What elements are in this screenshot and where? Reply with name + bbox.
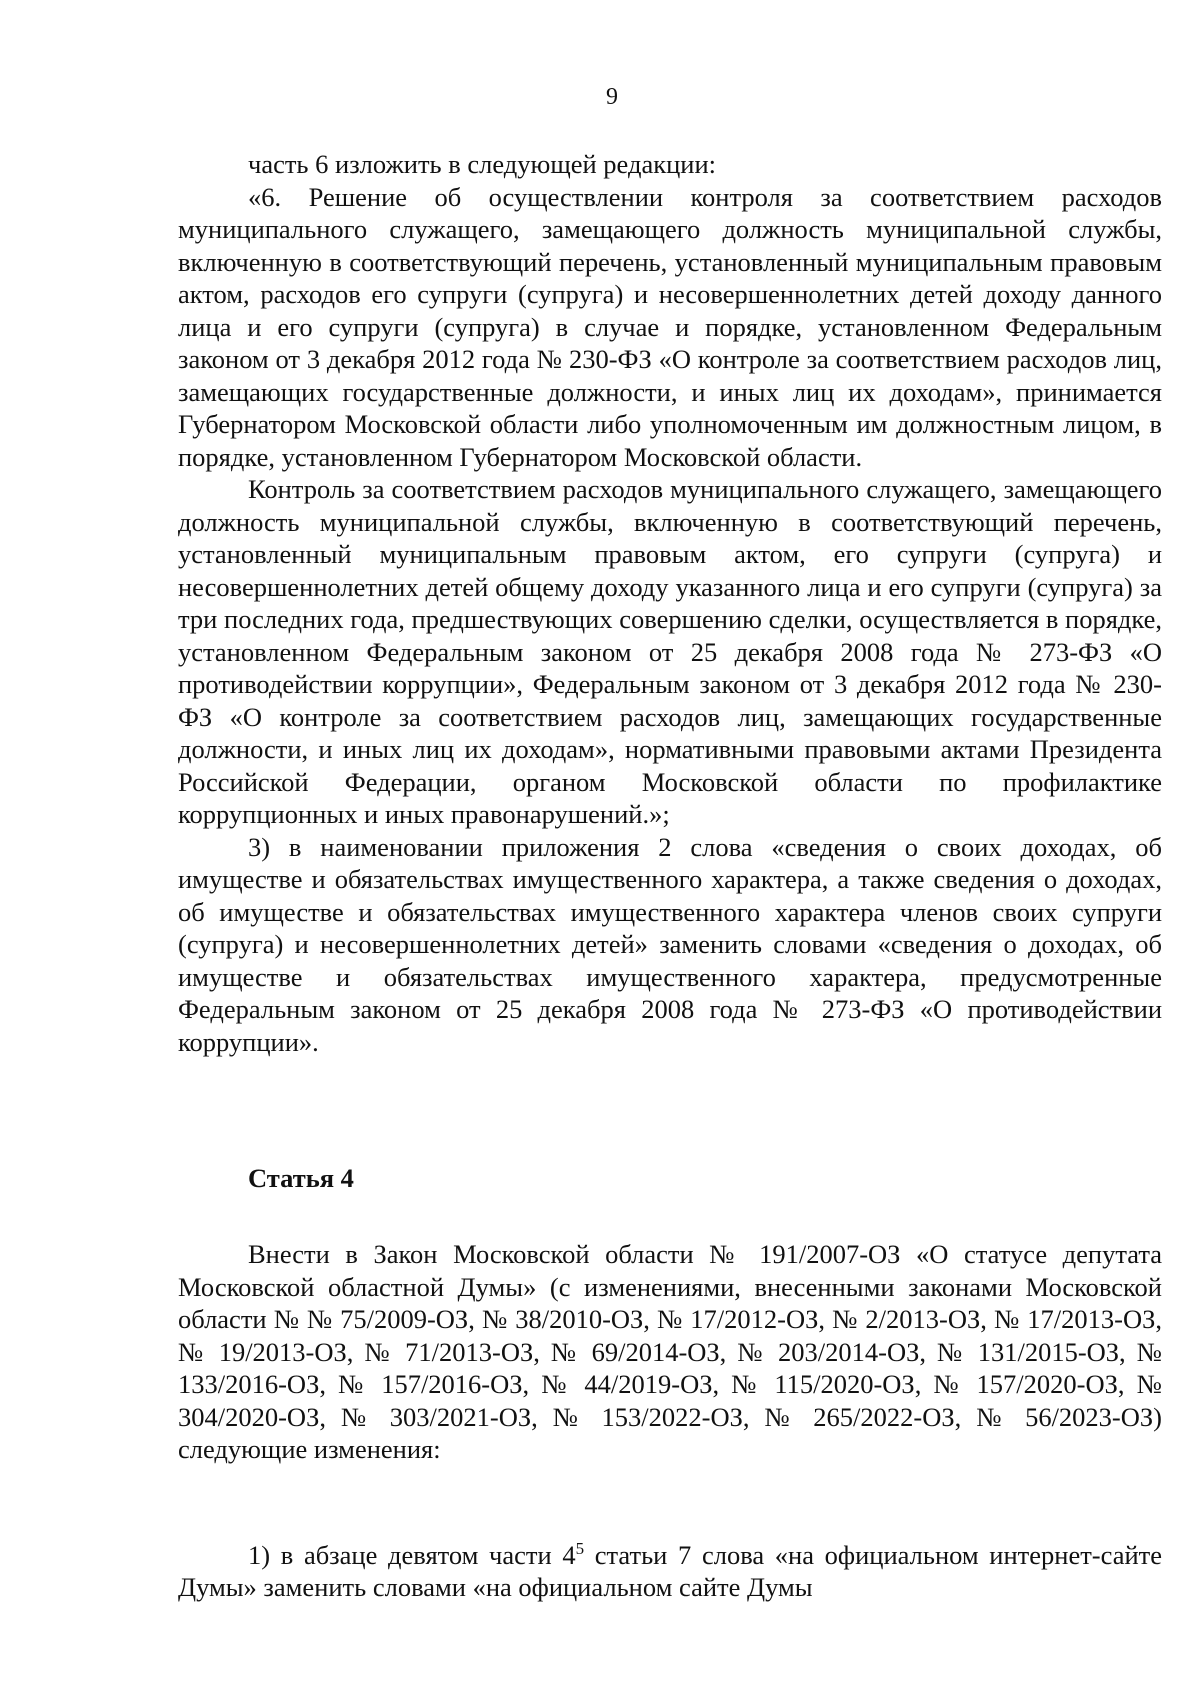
item-text: статьи 7 слова «на официальном интернет-сайте Думы» заменить словами «на официальном сайте Думы xyxy=(178,1539,1162,1603)
paragraph: «6. Решение об осуществлении контроля за соответствием расходов муниципального служащего, замещающего должность муниципальной службы, включенную в соответствующий перечень, установленный муниципальным правовым актом, расходов его супруги (супруга) и несовершеннолетних детей доходу данного лица и его супруги (супруга) в случае и порядке, установленном Федеральным законом от 3 декабря 2012 года № 230-ФЗ «О контроле за соответствием расходов лиц, замещающих государственные должности, и иных лиц их доходам», принимается Губернатором Московской области либо уполномоченным им должностным лицом, в порядке, установленном Губернатором Московской области. xyxy=(178,181,1162,472)
item-text: 1) в абзаце девятом части 4 xyxy=(248,1539,576,1570)
paragraph xyxy=(178,1533,1162,1604)
article-text xyxy=(178,1238,1162,1466)
amendment-text xyxy=(178,148,1162,1058)
paragraph: часть 6 изложить в следующей редакции: xyxy=(248,149,716,179)
paragraph: Внести в Закон Московской области № 191/2007-ОЗ «О статусе депутата Московской областной Думы» (с изменениями, внесенными законами Московской области № № 75/2009-ОЗ, № 38/2010-ОЗ, № 17/2012-ОЗ, № 2/2013-ОЗ, № 17/2013-ОЗ, № 19/2013-ОЗ, № 71/2013-ОЗ, № 69/2014-ОЗ, № 203/2014-ОЗ, № 131/2015-ОЗ, № 133/2016-ОЗ, № 157/2016-ОЗ, № 44/2019-ОЗ, № 115/2020-ОЗ, № 157/2020-ОЗ, № 304/2020-ОЗ, № 303/2021-ОЗ, № 153/2022-ОЗ, № 265/2022-ОЗ, № 56/2023-ОЗ) следующие изменения: xyxy=(178,1239,1162,1464)
superscript: 5 xyxy=(575,1539,585,1558)
paragraph: 3) в наименовании приложения 2 слова «сведения о своих доходах, об имуществе и обязательствах имущественного характера, а также сведения о доходах, об имуществе и обязательствах имущественного характера членов своих супруги (супруга) и несовершеннолетних детей» заменить словами «сведения о доходах, об имуществе и обязательствах имущественного характера, предусмотренные Федеральным законом от 25 декабря 2008 года № 273-ФЗ «О противодействии коррупции». xyxy=(178,831,1162,1057)
page-number: 9 xyxy=(606,84,618,110)
paragraph: Контроль за соответствием расходов муниципального служащего, замещающего должность муниципальной службы, включенную в соответствующий перечень, установленный муниципальным правовым актом, его супруги (супруга) и несовершеннолетних детей общему доходу указанного лица и его супруги (супруга) за три последних года, предшествующих совершению сделки, осуществляется в порядке, установленном Федеральным законом от 25 декабря 2008 года № 273-ФЗ «О противодействии коррупции», Федеральным законом от 3 декабря 2012 года № 230-ФЗ «О контроле за соответствием расходов лиц, замещающих государственные должности, и иных лиц их доходам», нормативными правовыми актами Президента Российской Федерации, органом Московской области по профилактике коррупционных и иных правонарушений.»; xyxy=(178,474,1162,829)
article-heading: Статья 4 xyxy=(248,1163,354,1193)
article-item-text xyxy=(178,1533,1162,1604)
